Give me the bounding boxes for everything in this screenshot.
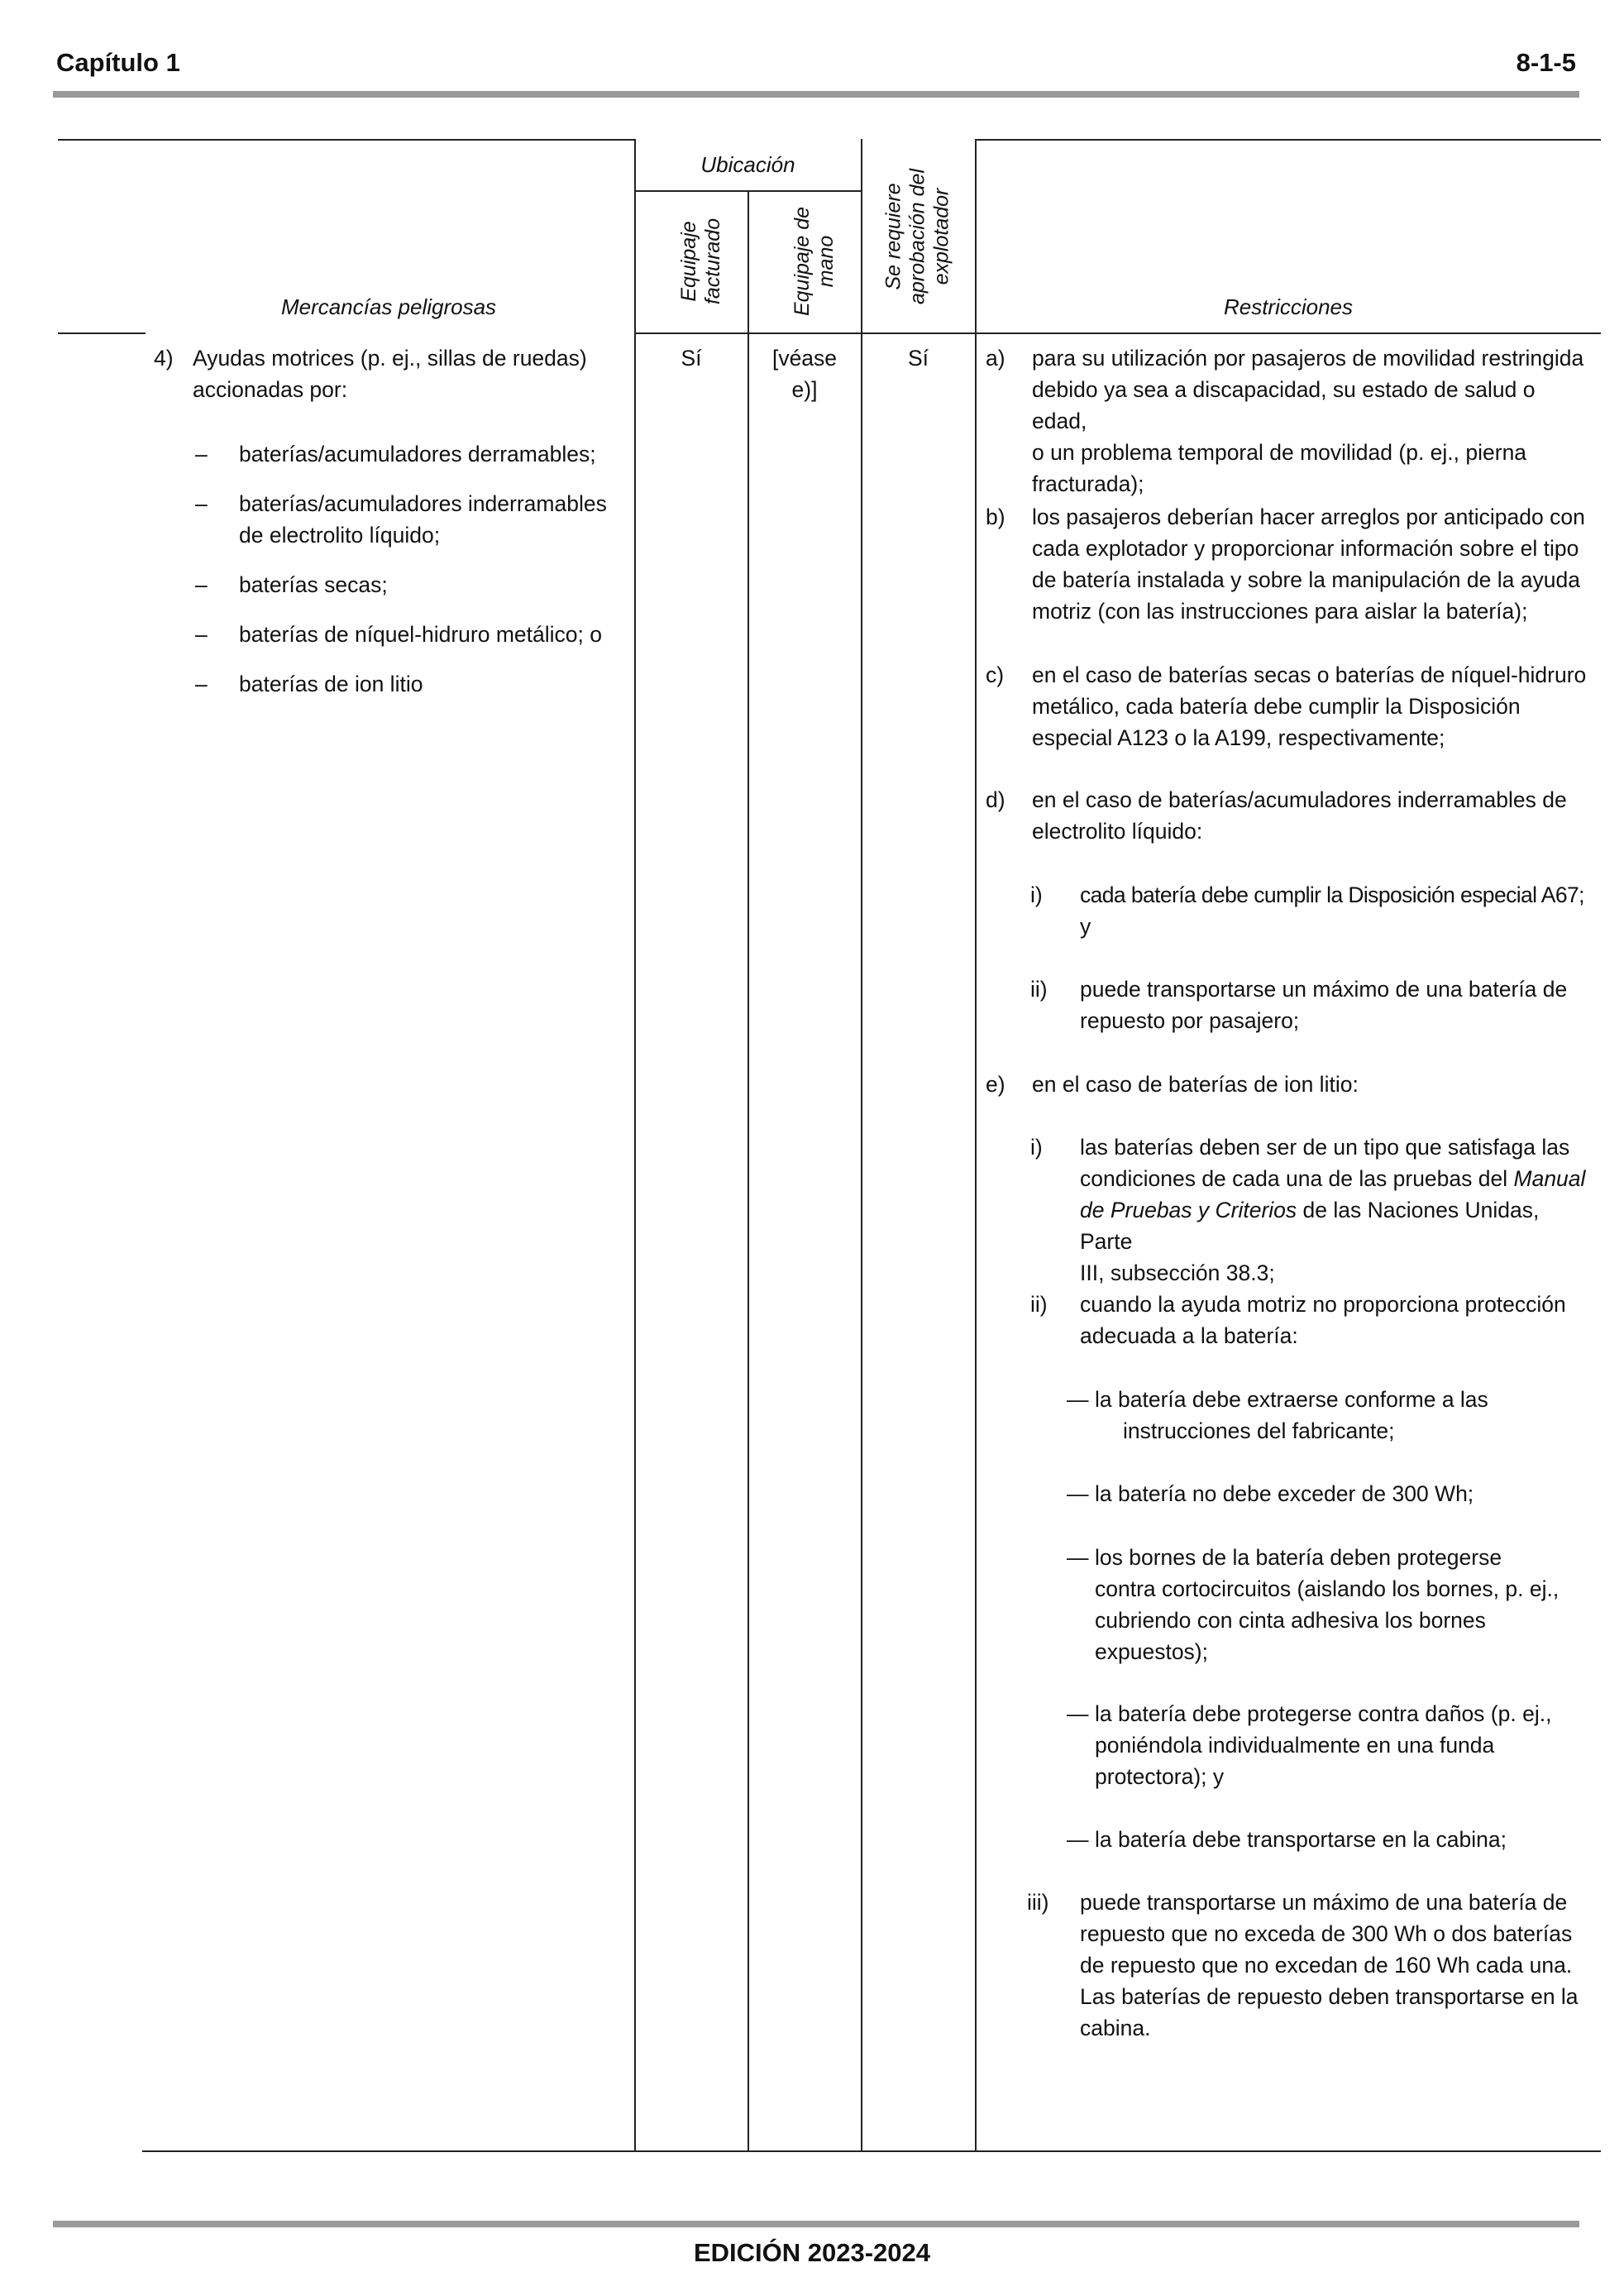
restriction-c-text: en el caso de baterías secas o baterías de níquel-hidruro metálico, cada batería debe cumplir la Disposición especial A123 o la A199, respectivamente; [1032,662,1587,750]
header-location: Ubicación [700,152,795,177]
manual-title-cont: de Pruebas y Criterios [1080,1198,1297,1222]
dash-bullet: – [195,672,208,696]
em-dash-bullet: — [1067,1827,1089,1852]
restriction-d-text: en el caso de baterías/acumuladores inderramables de electrolito líquido: [1032,787,1567,844]
dash-bullet: – [195,572,208,597]
bullet-max-300wh: la batería no debe exceder de 300 Wh; [1095,1481,1474,1506]
restriction-a-label: a) [986,346,1005,371]
bullet-protect-damage: la batería debe protegerse contra daños (p. ej., poniéndola individualmente en una funda protectora); y [1095,1701,1552,1789]
footer-rule [53,2221,1579,2227]
restriction-e-i-text: las baterías deben ser de un tipo que satisfaga las condiciones de cada una de las pruebas del Manual de Pruebas y Criterios de las Naciones Unidas, Parte III, subsección 38.3; [1080,1135,1586,1285]
chapter-title: Capítulo 1 [56,48,180,77]
restriction-e-iii-label: iii) [1027,1890,1049,1915]
restriction-d-i-label: i) [1030,883,1043,907]
header-checked-baggage: Equipaje facturado [677,218,724,305]
column-divider-goods [634,139,636,2151]
restriction-e-iii-text: puede transportarse un máximo de una batería de repuesto que no exceda de 300 Wh o dos baterías de repuesto que no excedan de 160 Wh cada una. Las baterías de repuesto deben transportarse en la cabina. [1080,1890,1579,2040]
restriction-e-label: e) [986,1072,1005,1097]
item-number: 4) [154,346,174,371]
restriction-b-label: b) [986,505,1005,529]
header-dangerous-goods: Mercancías peligrosas [280,294,497,319]
sub-item-lithium: baterías de ion litio [239,672,423,696]
column-divider-checked [748,190,749,2151]
header-rule [53,91,1579,98]
restriction-b-text: los pasajeros deberían hacer arreglos por anticipado con cada explotador y proporcionar información sobre el tipo de batería instalada y sobre la manipulación de la ayuda motriz (con las instrucciones para aislar la batería); [1032,505,1585,624]
bullet-extract-battery: la batería debe extraerse conforme a las instrucciones del fabricante; [1095,1387,1488,1443]
bullet-cabin: la batería debe transportarse en la cabina; [1095,1827,1507,1852]
approval-value: Sí [907,346,929,371]
restriction-e-ii-text: cuando la ayuda motriz no proporciona protección adecuada a la batería: [1080,1292,1566,1348]
restriction-e-text: en el caso de baterías de ion litio: [1032,1072,1359,1097]
checked-baggage-value: Sí [681,346,702,371]
table-top-border-left [58,139,635,141]
column-divider-approval [975,139,977,2151]
header-carry-on-baggage: Equipaje de mano [791,206,838,317]
table-bottom-border [142,2150,1601,2152]
em-dash-bullet: — [1067,1701,1089,1726]
sub-item-spillable: baterías/acumuladores derramables; [239,442,596,466]
em-dash-bullet: — [1067,1545,1089,1570]
edition-footer: EDICIÓN 2023-2024 [693,2238,931,2267]
restriction-d-label: d) [986,787,1005,812]
bullet-terminals: los bornes de la batería deben protegerse contra cortocircuitos (aislando los bornes, p. ej., cubriendo con cinta adhesiva los bornes expuestos); [1095,1545,1560,1664]
restriction-d-ii-label: ii) [1030,977,1048,1002]
restriction-e-i-label: i) [1030,1135,1043,1160]
header-operator-approval: Se requiere aprobación del explotador [881,168,953,305]
restriction-d-i-text: cada batería debe cumplir la Disposición especial A67; y [1080,883,1584,939]
page-header [56,48,1576,94]
restriction-e-ii-label: ii) [1030,1292,1048,1317]
table-top-border-right [976,139,1601,141]
sub-item-non-spillable: baterías/acumuladores inderramables de electrolito líquido; [239,491,607,548]
manual-title: Manual [1513,1166,1586,1191]
em-dash-bullet: — [1067,1387,1089,1412]
item-description: Ayudas motrices (p. ej., sillas de ruedas) accionadas por: [193,346,587,402]
restriction-a-text: para su utilización por pasajeros de movilidad restringida debido ya sea a discapacidad, su estado de salud o edad, o un problema temporal de movilidad (p. ej., pierna fracturada); [1032,346,1584,496]
em-dash-bullet: — [1067,1481,1089,1506]
sub-item-nickel: baterías de níquel-hidruro metálico; o [239,622,602,647]
carry-on-value: [véase e)] [771,346,838,402]
restriction-d-ii-text: puede transportarse un máximo de una batería de repuesto por pasajero; [1080,977,1568,1033]
dash-bullet: – [195,622,208,647]
header-bottom-border-right [635,332,1601,334]
dash-bullet: – [195,491,208,516]
column-divider-carry-on [861,139,862,2151]
restriction-c-label: c) [986,662,1005,687]
sub-item-dry: baterías secas; [239,572,388,597]
header-bottom-border-left [58,332,146,334]
page-number: 8-1-5 [1516,48,1576,77]
header-restrictions: Restricciones [1223,294,1354,319]
dash-bullet: – [195,442,208,466]
